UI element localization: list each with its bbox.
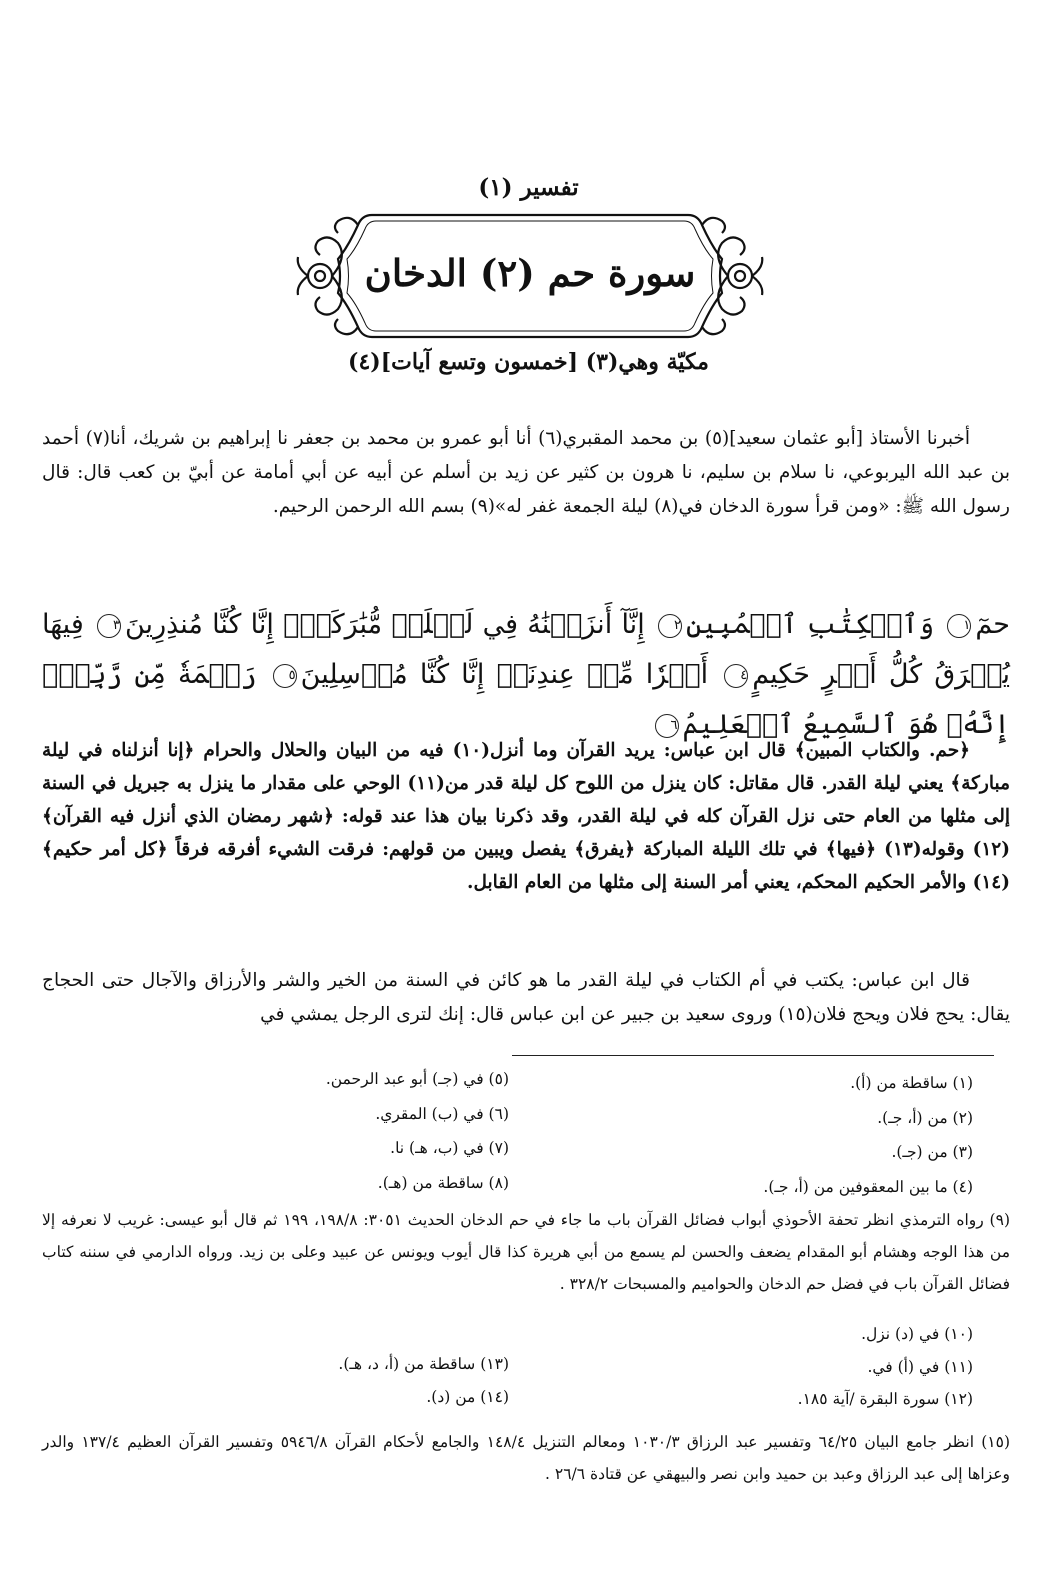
ayah-number-marker: ٢ [658, 614, 682, 638]
footnote-10: (١٠) في (د) نزل. [861, 1325, 973, 1343]
surah-title-cartouche [292, 207, 768, 345]
verse-text: رَحۡمَةٗ مِّن رَّبِّكَۚ إِنَّهُۥ هُوَ ٱلسَّمِيعُ ٱلۡعَلِيمُ [42, 659, 1010, 740]
footnote-7: (٧) في (ب، هـ) نا. [390, 1139, 509, 1157]
footnote-15: (١٥) انظر جامع البيان ٦٤/٢٥ وتفسير عبد الرزاق ١٠٣٠/٣ ومعالم التنزيل ١٤٨/٤ والجامع لأحكام القرآن ٥٩٤٦/٨ وتفسير القرآن العظيم ١٣٧/٤ والدر وعزاها إلى عبد الرزاق وعبد بن حميد وابن نصر والبيهقي عن قتادة ٢٦/٦ . [42, 1433, 1010, 1483]
footnote-13: (١٣) ساقطة من (أ، د، هـ). [338, 1355, 509, 1373]
footnote-14: (١٤) من (د). [426, 1388, 509, 1406]
footnote-3: (٣) من (جـ). [891, 1143, 973, 1161]
footnote-divider [512, 1055, 994, 1056]
ayah-number-marker: ١ [947, 614, 971, 638]
verse-text: إِنَّآ أَنزَلۡنَٰهُ فِي لَيۡلَةٖ مُّبَٰرَكَةٍۚ إِنَّا كُنَّا مُنذِرِينَ [125, 609, 645, 640]
ayah-number-marker: ٦ [655, 714, 679, 738]
verse-text: أَمۡرٗا مِّنۡ عِندِنَآۚ إِنَّا كُنَّا مُرۡسِلِينَ [300, 659, 709, 690]
isnad-paragraph: أخبرنا الأستاذ [أبو عثمان سعيد](٥) بن محمد المقبري(٦) أنا أبو عمرو بن محمد بن جعفر نا إبراهيم بن شريك، أنا(٧) أحمد بن عبد الله اليربوعي، نا سلام بن سليم، نا هرون بن كثير عن زيد بن أسلم عن أبيه عن أبي أمامة عن أبيّ بن كعب قال: قال رسول الله ﷺ: «ومن قرأ سورة الدخان في(٨) ليلة الجمعة غفر له»(٩) بسم الله الرحمن الرحيم. [42, 428, 1010, 517]
footnote-2: (٢) من (أ، جـ). [877, 1109, 973, 1127]
verse-text: وَٱلۡكِتَٰبِ ٱلۡمُبِينِ [685, 609, 935, 640]
footnote-1: (١) ساقطة من (أ). [850, 1074, 973, 1092]
page-header-label: تفسير (١) [478, 174, 579, 201]
surah-title: سورة حم (٢) الدخان [364, 251, 696, 295]
ayah-number-marker: ٤ [724, 664, 748, 688]
quran-verses [42, 600, 1010, 750]
ayah-number-marker: ٥ [273, 664, 297, 688]
surah-subtitle: مكيّة وهي(٣) [خمسون وتسع آيات](٤) [348, 349, 709, 375]
footnote-5: (٥) في (جـ) أبو عبد الرحمن. [325, 1070, 509, 1088]
tafsir-paragraph-2: قال ابن عباس: يكتب في أم الكتاب في ليلة القدر ما هو كائن في السنة من الخير والشر والأرزاق والآجال حتى الحجاج يقال: يحج فلان ويحج فلان(١٥) وروى سعيد بن جبير عن ابن عباس قال: إنك لترى الرجل يمشي في [42, 970, 1010, 1025]
footnote-11: (١١) في (أ) في. [867, 1358, 973, 1376]
verse-text: فِيهَا يُفۡرَقُ كُلُّ أَمۡرٍ حَكِيمٍ [42, 609, 1011, 690]
footnote-8: (٨) ساقطة من (هـ). [377, 1174, 509, 1192]
footnote-6: (٦) في (ب) المقري. [375, 1105, 509, 1123]
ayah-number-marker: ٣ [97, 614, 121, 638]
footnote-4: (٤) ما بين المعقوفين من (أ، جـ). [763, 1178, 973, 1196]
footnote-9: (٩) رواه الترمذي انظر تحفة الأحوذي أبواب فضائل القرآن باب ما جاء في حم الدخان الحديث ٣٠٥١: ١٩٨/٨، ١٩٩ ثم قال أبو عيسى: غريب لا نعرفه إلا من هذا الوجه وهشام أبو المقدام يضعف والحسن لم يسمع من أبي هريرة كذا قال أيوب ويونس عن عبيد وعلى بن زيد. ورواه الدارمي في سننه كتاب فضائل القرآن باب في فضل حم الدخان والحواميم والمسبحات ٣٢٨/٢ . [42, 1211, 1010, 1293]
verse-text: حمٓ [975, 609, 1010, 640]
footnote-12: (١٢) سورة البقرة /آية ١٨٥. [797, 1390, 973, 1408]
tafsir-paragraph-1: ﴿حم. والكتاب المبين﴾ قال ابن عباس: يريد القرآن وما أنزل(١٠) فيه من البيان والحلال والحرام ﴿إنا أنزلناه في ليلة مباركة﴾ يعني ليلة القدر. قال مقاتل: كان ينزل من اللوح كل ليلة قدر من(١١) الوحي على مقدار ما ينزل به جبريل في السنة إلى مثلها من العام حتى نزل القرآن كله في ليلة القدر، وقد ذكرنا بيان هذا عند قوله: ﴿شهر رمضان الذي أنزل فيه القرآن﴾(١٢) وقوله(١٣) ﴿فيها﴾ في تلك الليلة المباركة ﴿يفرق﴾ يفصل ويبين من قولهم: فرقت الشيء أفرقه فرقاً ﴿كل أمر حكيم﴾(١٤) والأمر الحكيم المحكم، يعني أمر السنة إلى مثلها من العام القابل. [42, 740, 1011, 893]
